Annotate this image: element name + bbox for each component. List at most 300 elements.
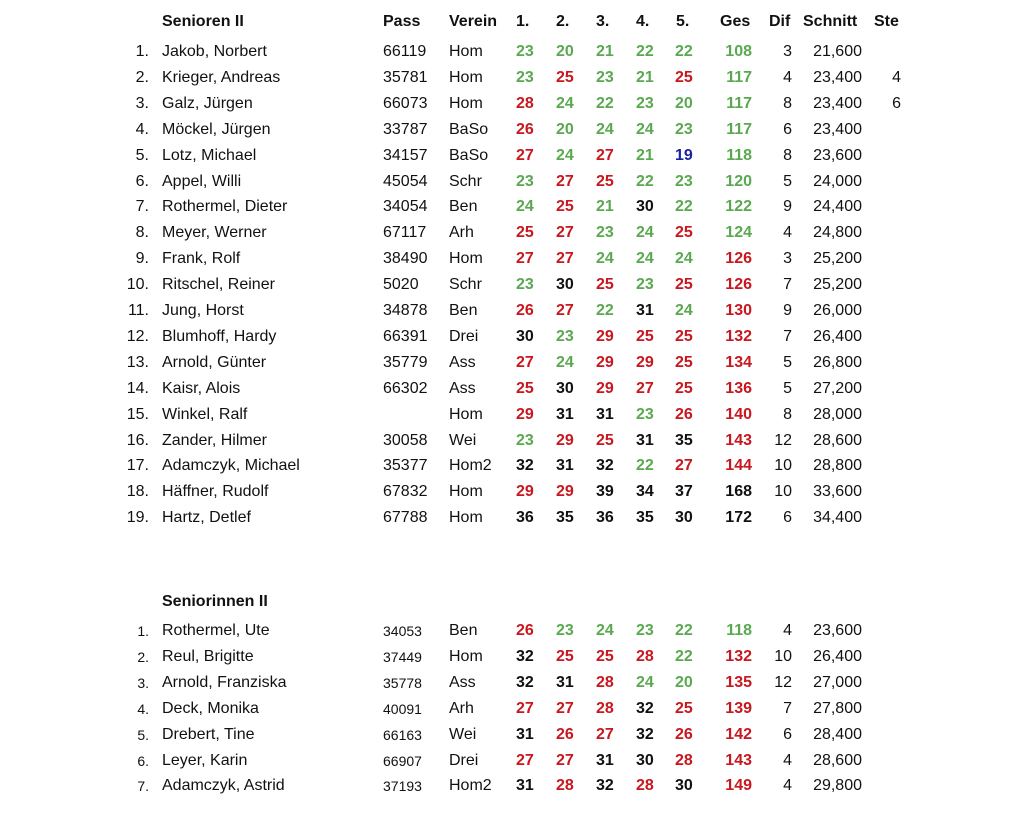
verein-cell: Drei <box>449 751 479 769</box>
dif-cell: 10 <box>774 483 792 501</box>
score-cell-game-5: 24 <box>675 302 693 319</box>
table-row <box>0 39 1024 65</box>
score-cell-game-1: 30 <box>516 327 534 345</box>
table-row <box>0 298 1024 324</box>
score-cell-game-3: 23 <box>596 224 614 242</box>
schnitt-cell: 24,000 <box>813 172 862 190</box>
rank-cell: 16. <box>126 431 149 449</box>
score-cell-game-4: 22 <box>636 457 654 475</box>
score-cell-game-1: 23 <box>516 276 534 294</box>
rank-cell: 3. <box>135 94 149 112</box>
score-cell-game-5: 20 <box>675 94 693 112</box>
score-cell-game-5: 35 <box>675 431 693 449</box>
score-cell-game-1: 31 <box>516 725 534 743</box>
dif-cell: 8 <box>783 405 792 423</box>
score-cell-game-3: 25 <box>596 276 614 294</box>
table-row <box>0 246 1024 272</box>
header-game-3: 3. <box>596 13 610 30</box>
rank-cell: 10. <box>126 276 149 294</box>
table-row <box>0 350 1024 376</box>
name-cell: Blumhoff, Hardy <box>162 327 277 345</box>
name-cell: Jung, Horst <box>162 302 244 319</box>
verein-cell: Hom <box>449 647 483 665</box>
score-cell-game-3: 29 <box>596 327 614 345</box>
score-cell-game-3: 27 <box>596 725 614 743</box>
pass-cell: 40091 <box>383 700 422 717</box>
table-row <box>0 117 1024 143</box>
header-game-5: 5. <box>676 13 690 30</box>
score-cell-game-3: 32 <box>596 777 614 795</box>
score-cell-game-5: 22 <box>675 622 693 639</box>
header-verein: Verein <box>449 13 498 30</box>
rank-cell: 2. <box>135 68 149 86</box>
rank-cell: 3. <box>137 674 149 691</box>
dif-cell: 4 <box>783 68 792 86</box>
rank-cell: 7. <box>135 198 149 216</box>
name-cell: Arnold, Günter <box>162 353 267 371</box>
score-cell-game-4: 27 <box>636 379 654 397</box>
ges-cell: 118 <box>726 622 752 639</box>
ges-cell: 143 <box>725 431 752 449</box>
score-cell-game-3: 22 <box>596 302 614 319</box>
score-cell-game-2: 27 <box>556 699 574 717</box>
pass-cell: 67832 <box>383 483 428 501</box>
score-cell-game-1: 31 <box>516 777 534 795</box>
verein-cell: Hom <box>449 43 483 60</box>
score-cell-game-1: 25 <box>516 224 534 242</box>
rank-cell: 5. <box>135 146 149 164</box>
score-cell-game-2: 30 <box>556 379 574 397</box>
header-game-2: 2. <box>556 13 570 30</box>
score-cell-game-3: 31 <box>596 751 614 769</box>
ste-cell: 4 <box>892 68 901 86</box>
schnitt-cell: 27,200 <box>813 379 862 397</box>
table-row <box>0 169 1024 195</box>
table-row <box>0 272 1024 298</box>
score-cell-game-3: 29 <box>596 353 614 371</box>
schnitt-cell: 24,400 <box>813 198 862 216</box>
score-cell-game-2: 24 <box>556 353 574 371</box>
dif-cell: 4 <box>783 777 792 795</box>
score-cell-game-1: 23 <box>516 43 534 60</box>
score-cell-game-4: 24 <box>636 250 654 268</box>
score-cell-game-5: 23 <box>675 172 693 190</box>
score-cell-game-2: 35 <box>556 509 574 527</box>
rank-cell: 8. <box>135 224 149 242</box>
ges-cell: 126 <box>725 276 752 294</box>
verein-cell: Drei <box>449 327 479 345</box>
rank-cell: 17. <box>126 457 149 475</box>
schnitt-cell: 26,400 <box>813 327 862 345</box>
score-cell-game-3: 28 <box>596 673 614 691</box>
score-cell-game-4: 30 <box>636 751 654 769</box>
pass-cell: 33787 <box>383 120 428 138</box>
pass-cell: 38490 <box>383 250 428 268</box>
score-cell-game-4: 32 <box>636 699 654 717</box>
rank-cell: 15. <box>126 405 149 423</box>
table-row <box>0 220 1024 246</box>
table-row <box>0 773 1024 799</box>
ges-cell: 124 <box>725 224 752 242</box>
score-cell-game-2: 27 <box>556 751 574 769</box>
verein-cell: Wei <box>449 431 477 449</box>
score-cell-game-2: 27 <box>556 224 574 242</box>
score-cell-game-1: 32 <box>516 673 534 691</box>
schnitt-cell: 28,800 <box>813 457 862 475</box>
ges-cell: 108 <box>725 43 752 60</box>
table-row <box>0 696 1024 722</box>
pass-cell: 34157 <box>383 146 428 164</box>
score-cell-game-4: 32 <box>636 725 654 743</box>
score-cell-game-3: 25 <box>596 647 614 665</box>
schnitt-cell: 27,000 <box>813 673 862 691</box>
table-row <box>0 618 1024 644</box>
schnitt-cell: 33,600 <box>813 483 862 501</box>
schnitt-cell: 26,400 <box>813 647 862 665</box>
pass-cell: 45054 <box>383 172 428 190</box>
score-cell-game-5: 22 <box>675 43 693 60</box>
score-cell-game-4: 22 <box>636 172 654 190</box>
score-cell-game-5: 19 <box>675 146 693 164</box>
pass-cell: 34054 <box>383 198 428 216</box>
ges-cell: 144 <box>725 457 752 475</box>
dif-cell: 6 <box>783 725 792 743</box>
score-cell-game-2: 28 <box>556 777 574 795</box>
table-row <box>0 194 1024 220</box>
name-cell: Zander, Hilmer <box>162 431 267 449</box>
section-title-senioren: Senioren II <box>162 13 244 30</box>
rank-cell: 4. <box>137 700 149 717</box>
pass-cell: 66302 <box>383 379 428 397</box>
score-cell-game-4: 23 <box>636 622 654 639</box>
name-cell: Jakob, Norbert <box>162 43 267 60</box>
schnitt-cell: 28,600 <box>813 431 862 449</box>
score-cell-game-5: 25 <box>675 379 693 397</box>
table-row <box>0 644 1024 670</box>
rank-cell: 6. <box>135 172 149 190</box>
score-cell-game-5: 25 <box>675 353 693 371</box>
verein-cell: Hom <box>449 94 483 112</box>
table-row <box>0 91 1024 117</box>
score-cell-game-1: 25 <box>516 379 534 397</box>
score-cell-game-2: 31 <box>556 673 574 691</box>
verein-cell: Hom <box>449 405 483 423</box>
pass-cell: 35781 <box>383 68 428 86</box>
table-row <box>0 722 1024 748</box>
score-cell-game-2: 31 <box>556 457 574 475</box>
score-cell-game-4: 28 <box>636 647 654 665</box>
score-cell-game-3: 39 <box>596 483 614 501</box>
dif-cell: 7 <box>783 699 792 717</box>
score-cell-game-5: 30 <box>675 777 693 795</box>
table-row <box>0 324 1024 350</box>
score-cell-game-1: 29 <box>516 405 534 423</box>
score-cell-game-1: 32 <box>516 647 534 665</box>
rank-cell: 6. <box>137 752 149 769</box>
dif-cell: 4 <box>783 751 792 769</box>
name-cell: Häffner, Rudolf <box>162 483 269 501</box>
score-cell-game-2: 25 <box>556 198 574 216</box>
name-cell: Ritschel, Reiner <box>162 276 275 294</box>
schnitt-cell: 28,400 <box>813 725 862 743</box>
name-cell: Leyer, Karin <box>162 751 248 769</box>
ges-cell: 149 <box>725 777 752 795</box>
pass-cell: 66391 <box>383 327 428 345</box>
rank-cell: 18. <box>126 483 149 501</box>
score-cell-game-4: 29 <box>636 353 654 371</box>
ges-cell: 120 <box>725 172 752 190</box>
verein-cell: Ben <box>449 198 478 216</box>
verein-cell: Ben <box>449 622 478 639</box>
score-cell-game-5: 25 <box>675 224 693 242</box>
ges-cell: 117 <box>726 94 752 112</box>
score-cell-game-1: 24 <box>516 198 534 216</box>
ges-cell: 117 <box>726 120 752 138</box>
score-cell-game-4: 23 <box>636 405 654 423</box>
score-cell-game-3: 24 <box>596 250 614 268</box>
score-cell-game-4: 28 <box>636 777 654 795</box>
verein-cell: Hom <box>449 483 483 501</box>
score-cell-game-4: 24 <box>636 673 654 691</box>
table-row <box>0 505 1024 531</box>
score-cell-game-3: 31 <box>596 405 614 423</box>
dif-cell: 8 <box>783 94 792 112</box>
name-cell: Reul, Brigitte <box>162 647 254 665</box>
score-cell-game-2: 26 <box>556 725 574 743</box>
score-cell-game-4: 23 <box>636 276 654 294</box>
score-cell-game-4: 25 <box>636 327 654 345</box>
score-cell-game-2: 24 <box>556 146 574 164</box>
score-cell-game-1: 26 <box>516 120 534 138</box>
ges-cell: 117 <box>726 68 752 86</box>
pass-cell: 66119 <box>383 43 427 60</box>
score-cell-game-3: 24 <box>596 622 614 639</box>
table-row <box>0 402 1024 428</box>
dif-cell: 5 <box>783 172 792 190</box>
score-cell-game-1: 27 <box>516 250 534 268</box>
score-cell-game-1: 26 <box>516 622 534 639</box>
name-cell: Adamczyk, Astrid <box>162 777 285 795</box>
verein-cell: Arh <box>449 224 474 242</box>
rank-cell: 14. <box>126 379 149 397</box>
header-game-4: 4. <box>636 13 650 30</box>
table-row <box>0 428 1024 454</box>
verein-cell: Ass <box>449 673 476 691</box>
score-cell-game-3: 21 <box>596 198 614 216</box>
ges-cell: 132 <box>725 327 752 345</box>
score-cell-game-4: 31 <box>636 431 654 449</box>
ges-cell: 126 <box>725 250 752 268</box>
score-cell-game-5: 25 <box>675 327 693 345</box>
score-cell-game-3: 27 <box>596 146 614 164</box>
pass-cell: 37449 <box>383 648 422 665</box>
score-cell-game-5: 28 <box>675 751 693 769</box>
score-cell-game-2: 24 <box>556 94 574 112</box>
dif-cell: 7 <box>783 276 792 294</box>
verein-cell: Hom <box>449 509 483 527</box>
ges-cell: 135 <box>725 673 752 691</box>
score-cell-game-5: 25 <box>675 699 693 717</box>
rank-cell: 1. <box>135 43 149 60</box>
table-row <box>0 65 1024 91</box>
score-cell-game-3: 28 <box>596 699 614 717</box>
name-cell: Krieger, Andreas <box>162 68 281 86</box>
score-cell-game-3: 25 <box>596 431 614 449</box>
header-pass: Pass <box>383 13 421 30</box>
verein-cell: Schr <box>449 172 482 190</box>
score-cell-game-5: 22 <box>675 647 693 665</box>
score-cell-game-5: 24 <box>675 250 693 268</box>
pass-cell: 67117 <box>383 224 427 242</box>
score-cell-game-1: 27 <box>516 146 534 164</box>
dif-cell: 4 <box>783 224 792 242</box>
score-cell-game-3: 32 <box>596 457 614 475</box>
dif-cell: 12 <box>774 673 792 691</box>
name-cell: Galz, Jürgen <box>162 94 253 112</box>
pass-cell: 5020 <box>383 276 419 294</box>
schnitt-cell: 23,400 <box>813 120 862 138</box>
name-cell: Möckel, Jürgen <box>162 120 271 138</box>
score-cell-game-5: 30 <box>675 509 693 527</box>
ges-cell: 142 <box>725 725 752 743</box>
pass-cell: 34053 <box>383 623 422 639</box>
pass-cell: 35377 <box>383 457 428 475</box>
schnitt-cell: 34,400 <box>813 509 862 527</box>
ges-cell: 122 <box>725 198 752 216</box>
verein-cell: Hom2 <box>449 777 492 795</box>
table-row <box>0 748 1024 774</box>
table-row <box>0 376 1024 402</box>
rank-cell: 9. <box>135 250 149 268</box>
verein-cell: Arh <box>449 699 474 717</box>
verein-cell: Ben <box>449 302 478 319</box>
score-cell-game-4: 24 <box>636 224 654 242</box>
rank-cell: 12. <box>126 327 149 345</box>
pass-cell: 66073 <box>383 94 428 112</box>
score-cell-game-2: 29 <box>556 431 574 449</box>
score-cell-game-4: 23 <box>636 94 654 112</box>
dif-cell: 6 <box>783 120 792 138</box>
score-cell-game-3: 29 <box>596 379 614 397</box>
score-cell-game-5: 27 <box>675 457 693 475</box>
score-cell-game-2: 25 <box>556 647 574 665</box>
score-cell-game-5: 25 <box>675 276 693 294</box>
dif-cell: 7 <box>783 327 792 345</box>
dif-cell: 5 <box>783 379 792 397</box>
dif-cell: 8 <box>783 146 792 164</box>
score-cell-game-3: 36 <box>596 509 614 527</box>
name-cell: Meyer, Werner <box>162 224 267 242</box>
score-cell-game-5: 23 <box>675 120 693 138</box>
score-cell-game-1: 27 <box>516 699 534 717</box>
score-cell-game-4: 21 <box>636 146 654 164</box>
rank-cell: 7. <box>137 778 149 795</box>
rank-cell: 5. <box>137 726 149 743</box>
score-cell-game-3: 24 <box>596 120 614 138</box>
pass-cell: 35778 <box>383 674 422 691</box>
score-cell-game-1: 23 <box>516 431 534 449</box>
score-cell-game-3: 23 <box>596 68 614 86</box>
verein-cell: Schr <box>449 276 482 294</box>
score-cell-game-2: 20 <box>556 120 574 138</box>
schnitt-cell: 28,600 <box>813 751 862 769</box>
verein-cell: Ass <box>449 379 476 397</box>
score-cell-game-4: 31 <box>636 302 654 319</box>
section-title-seniorinnen: Seniorinnen II <box>162 593 268 610</box>
score-cell-game-1: 27 <box>516 751 534 769</box>
name-cell: Hartz, Detlef <box>162 509 251 527</box>
schnitt-cell: 23,600 <box>813 146 862 164</box>
score-cell-game-1: 32 <box>516 457 534 475</box>
score-cell-game-1: 29 <box>516 483 534 501</box>
ges-cell: 172 <box>725 509 752 527</box>
name-cell: Drebert, Tine <box>162 725 255 743</box>
verein-cell: Hom <box>449 250 483 268</box>
score-cell-game-3: 22 <box>596 94 614 112</box>
dif-cell: 6 <box>783 509 792 527</box>
rank-cell: 1. <box>137 623 149 639</box>
table-row <box>0 479 1024 505</box>
dif-cell: 3 <box>783 250 792 268</box>
name-cell: Rothermel, Ute <box>162 622 270 639</box>
score-cell-game-3: 25 <box>596 172 614 190</box>
schnitt-cell: 26,800 <box>813 353 862 371</box>
header-game-1: 1. <box>516 13 530 30</box>
dif-cell: 10 <box>774 647 792 665</box>
table-row <box>0 670 1024 696</box>
name-cell: Frank, Rolf <box>162 250 241 268</box>
dif-cell: 9 <box>783 302 792 319</box>
score-cell-game-5: 25 <box>675 68 693 86</box>
score-cell-game-1: 27 <box>516 353 534 371</box>
rank-cell: 13. <box>126 353 149 371</box>
score-cell-game-2: 27 <box>556 302 574 319</box>
schnitt-cell: 29,800 <box>813 777 862 795</box>
score-cell-game-5: 20 <box>675 673 693 691</box>
ges-cell: 132 <box>725 647 752 665</box>
score-cell-game-1: 36 <box>516 509 534 527</box>
score-cell-game-2: 27 <box>556 172 574 190</box>
verein-cell: Hom <box>449 68 483 86</box>
schnitt-cell: 23,400 <box>813 68 862 86</box>
score-cell-game-1: 28 <box>516 94 534 112</box>
verein-cell: BaSo <box>449 146 489 164</box>
schnitt-cell: 27,800 <box>813 699 862 717</box>
schnitt-cell: 23,600 <box>813 622 862 639</box>
pass-cell: 30058 <box>383 431 428 449</box>
ges-cell: 118 <box>726 146 752 164</box>
pass-cell: 66163 <box>383 726 422 743</box>
score-cell-game-4: 34 <box>636 483 654 501</box>
name-cell: Rothermel, Dieter <box>162 198 288 216</box>
table-row <box>0 453 1024 479</box>
verein-cell: Wei <box>449 725 477 743</box>
name-cell: Appel, Willi <box>162 172 242 190</box>
name-cell: Adamczyk, Michael <box>162 457 300 475</box>
score-cell-game-4: 22 <box>636 43 654 60</box>
name-cell: Winkel, Ralf <box>162 405 248 423</box>
score-cell-game-2: 23 <box>556 622 574 639</box>
rank-cell: 2. <box>137 648 149 665</box>
rank-cell: 11. <box>127 302 149 319</box>
score-cell-game-1: 23 <box>516 68 534 86</box>
score-cell-game-5: 37 <box>675 483 693 501</box>
score-cell-game-4: 21 <box>636 68 654 86</box>
name-cell: Lotz, Michael <box>162 146 257 164</box>
dif-cell: 9 <box>783 198 792 216</box>
pass-cell: 67788 <box>383 509 428 527</box>
score-cell-game-5: 26 <box>675 405 693 423</box>
